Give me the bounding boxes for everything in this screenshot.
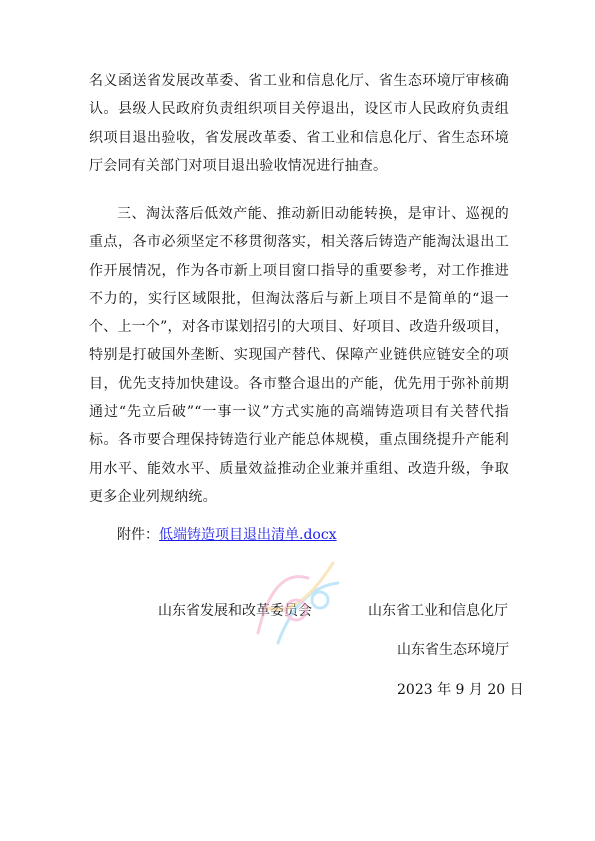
watermark-logo: [238, 548, 358, 658]
paragraph-1: 名义函送省发展改革委、省工业和信息化厅、省生态环境厅审核确认。县级人民政府负责组织项目关停退出，设区市人民政府负责组织项目退出验收，省发展改革委、省工业和信息化厅、省生态环境厅会同有关部门对项目退出验收情况进行抽查。: [89, 73, 509, 174]
signature-org-environment: 山东省生态环境厅: [397, 642, 509, 658]
signature-org-ndrc: 山东省发展和改革委员会: [158, 603, 312, 619]
attachment-file-link[interactable]: 低端铸造项目退出清单.docx: [159, 527, 337, 543]
attachment-label: 附件：: [117, 527, 159, 543]
signature-date: 2023 年 9 月 20 日: [397, 682, 524, 698]
paragraph-2: 三、淘汰落后低效产能、推动新旧动能转换，是审计、巡视的重点，各市必须坚定不移贯彻落实，相关落后铸造产能淘汰退出工作开展情况，作为各市新上项目窗口指导的重要参考，对工作推进不力的，实行区域限批，但淘汰落后与新上项目不是简单的“退一个、上一个”，对各市谋划招引的大项目、好项目、改造升级项目，特别是打破国外垄断、实现国产替代、保障产业链供应链安全的项目，优先支持加快建设。各市整合退出的产能，优先用于弥补前期通过“先立后破”“一事一议”方式实施的高端铸造项目有关替代指标。各市要合理保持铸造行业产能总体规模，重点围绕提升产能利用水平、能效水平、质量效益推动企业兼并重组、改造升级，争取更多企业列规纳统。: [89, 206, 509, 505]
attachment-line: [117, 521, 337, 549]
signature-org-miit: 山东省工业和信息化厅: [368, 603, 508, 619]
